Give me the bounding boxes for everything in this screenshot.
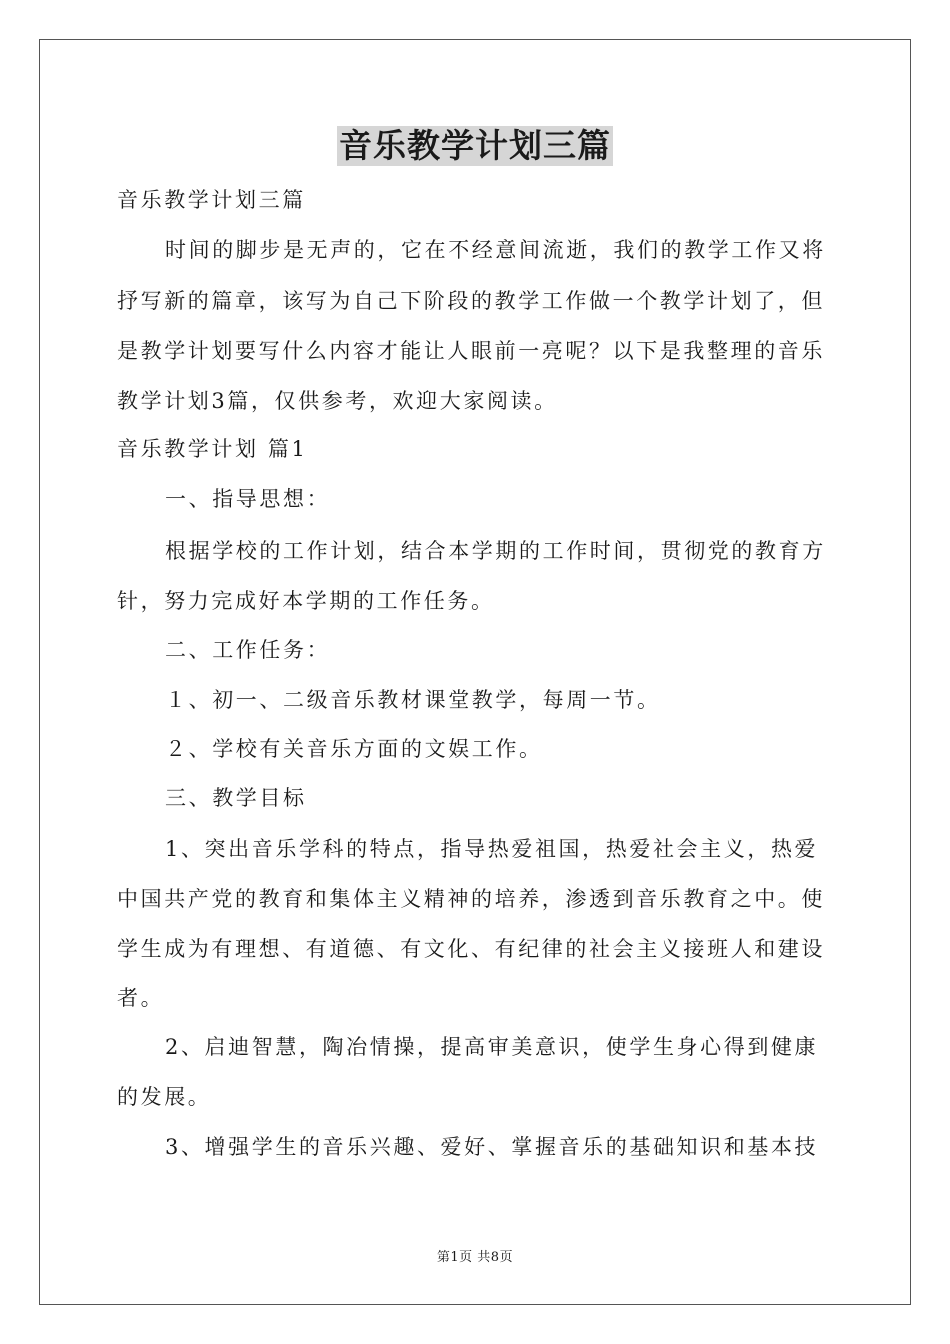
goal-1-line-3: 学生成为有理想、有道德、有文化、有纪律的社会主义接班人和建设 xyxy=(117,937,825,961)
document-title-wrap xyxy=(0,126,950,166)
goal-2-line-2: 的发展。 xyxy=(117,1085,212,1109)
subtitle-line: 音乐教学计划三篇 xyxy=(117,188,306,212)
paragraph-line: 针，努力完成好本学期的工作任务。 xyxy=(117,589,495,613)
page-border xyxy=(39,39,911,1305)
task-item-2: ２、学校有关音乐方面的文娱工作。 xyxy=(165,737,543,761)
goal-3-line-1: 3、增强学生的音乐兴趣、爱好、掌握音乐的基础知识和基本技 xyxy=(165,1135,819,1159)
section-heading: 音乐教学计划 篇1 xyxy=(117,437,308,461)
goal-2-line-1: 2、启迪智慧，陶冶情操，提高审美意识，使学生身心得到健康 xyxy=(165,1035,819,1059)
page-number: 第1页 共8页 xyxy=(436,1250,514,1265)
heading-teaching-goals: 三、教学目标 xyxy=(165,786,307,810)
goal-1-line-1: 1、突出音乐学科的特点，指导热爱祖国，热爱社会主义，热爱 xyxy=(165,837,819,861)
paragraph-line: 根据学校的工作计划，结合本学期的工作时间，贯彻党的教育方 xyxy=(165,539,826,563)
intro-line-4: 教学计划3篇，仅供参考，欢迎大家阅读。 xyxy=(117,389,558,413)
intro-line-1: 时间的脚步是无声的，它在不经意间流逝，我们的教学工作又将 xyxy=(165,238,826,262)
goal-1-line-2: 中国共产党的教育和集体主义精神的培养，渗透到音乐教育之中。使 xyxy=(117,887,825,911)
document-title: 音乐教学计划三篇 xyxy=(339,126,611,165)
heading-guiding-thought: 一、指导思想： xyxy=(165,487,331,511)
intro-line-2: 抒写新的篇章，该写为自己下阶段的教学工作做一个教学计划了，但 xyxy=(117,289,825,313)
goal-1-line-4: 者。 xyxy=(117,986,165,1010)
intro-line-3: 是教学计划要写什么内容才能让人眼前一亮呢？以下是我整理的音乐 xyxy=(117,339,825,363)
task-item-1: １、初一、二级音乐教材课堂教学，每周一节。 xyxy=(165,688,661,712)
heading-work-tasks: 二、工作任务： xyxy=(165,638,331,662)
